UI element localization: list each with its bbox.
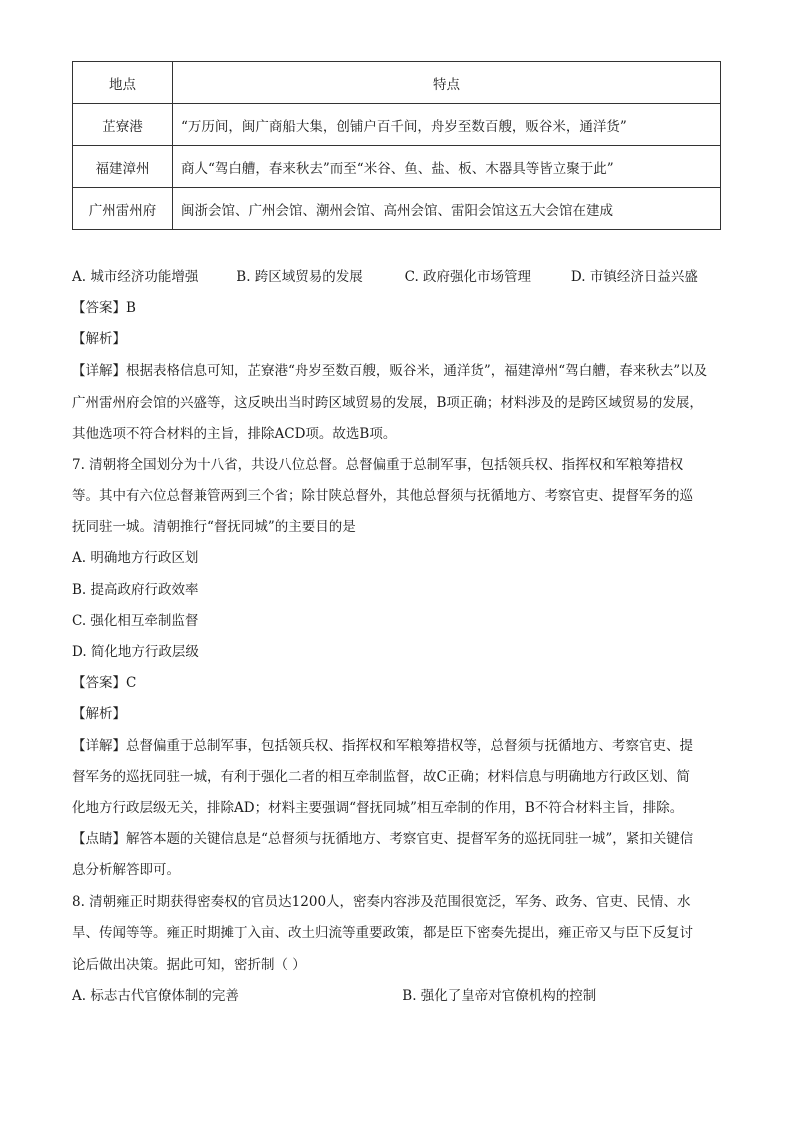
table-row — [73, 188, 721, 230]
table-header-row — [73, 62, 721, 104]
header-place: 地点 — [73, 62, 173, 104]
q7-tip-line: 【点睛】解答本题的关键信息是“总督须与抚循地方、考察官吏、提督军务的巡抚同驻一城”，紧扣关键信 — [72, 831, 694, 847]
q6-detail-line: 【详解】根据表格信息可知，芷寮港“舟岁至数百艘，贩谷米，通洋货”，福建漳州“驾白艚，春来秋去”以及 — [72, 363, 708, 379]
q6-answer: 【答案】B — [72, 300, 136, 316]
q7-stem-line: 7. 清朝将全国划分为十八省，共设八位总督。总督偏重于总制军事，包括领兵权、指挥权和军粮筹措权 — [72, 457, 684, 473]
q8-stem-line: 旱、传闻等等。雍正时期摊丁入亩、改土归流等重要政策，都是臣下密奏先提出，雍正帝又与臣下反复讨 — [72, 925, 693, 941]
info-table — [72, 61, 721, 230]
q8-stem-line: 8. 清朝雍正时期获得密奏权的官员达1200人，密奏内容涉及范围很宽泛，军务、政务、官吏、民情、水 — [72, 894, 691, 910]
q6-analysis-label: 【解析】 — [72, 331, 126, 347]
q6-detail-line: 其他选项不符合材料的主旨，排除ACD项。故选B项。 — [72, 426, 397, 442]
q6-option-a: A. 城市经济功能增强 — [72, 269, 199, 285]
cell-feature: 商人“驾白艚，春来秋去”而至“米谷、鱼、盐、板、木器具等皆立聚于此” — [173, 146, 721, 188]
q6-option-c: C. 政府强化市场管理 — [404, 269, 532, 285]
q7-option-c: C. 强化相互牵制监督 — [72, 613, 199, 629]
cell-place: 福建漳州 — [73, 146, 173, 188]
q7-analysis-label: 【解析】 — [72, 706, 126, 722]
q8-options — [72, 986, 596, 1006]
q7-answer: 【答案】C — [72, 675, 137, 691]
cell-feature: “万历间，闽广商船大集，创铺户百千间，舟岁至数百艘，贩谷米，通洋货” — [173, 104, 721, 146]
q6-option-b: B. 跨区域贸易的发展 — [236, 269, 363, 285]
q7-option-d: D. 简化地方行政层级 — [72, 644, 199, 660]
q6-detail-line: 广州雷州府会馆的兴盛等，这反映出当时跨区域贸易的发展，B项正确；材料涉及的是跨区域贸易的发展， — [72, 395, 703, 411]
q8-stem-line: 论后做出决策。据此可知，密折制（ ） — [72, 957, 306, 973]
q7-option-b: B. 提高政府行政效率 — [72, 582, 199, 598]
q7-detail-line: 督军务的巡抚同驻一城，有利于强化二者的相互牵制监督，故C正确；材料信息与明确地方行政区划、简 — [72, 769, 690, 785]
q6-option-d: D. 市镇经济日益兴盛 — [570, 269, 698, 285]
q6-options — [72, 267, 698, 287]
q7-tip-line: 息分析解答即可。 — [72, 862, 180, 878]
q7-detail-line: 【详解】总督偏重于总制军事，包括领兵权、指挥权和军粮筹措权等，总督须与抚循地方、考察官吏、提 — [72, 738, 693, 754]
cell-place: 广州雷州府 — [73, 188, 173, 230]
cell-feature: 闽浙会馆、广州会馆、潮州会馆、高州会馆、雷阳会馆这五大会馆在建成 — [173, 188, 721, 230]
table-row — [73, 146, 721, 188]
q7-stem-line: 抚同驻一城。清朝推行“督抚同城”的主要目的是 — [72, 519, 356, 535]
table-row — [73, 104, 721, 146]
q8-option-b: B. 强化了皇帝对官僚机构的控制 — [402, 988, 597, 1004]
q7-detail-line: 化地方行政层级无关，排除AD；材料主要强调“督抚同城”相互牵制的作用，B不符合材料主旨，排除。 — [72, 800, 684, 816]
q7-stem-line: 等。其中有六位总督兼管两到三个省；除甘陕总督外，其他总督须与抚循地方、考察官吏、提督军务的巡 — [72, 488, 693, 504]
q8-option-a: A. 标志古代官僚体制的完善 — [72, 988, 239, 1004]
cell-place: 芷寮港 — [73, 104, 173, 146]
q7-option-a: A. 明确地方行政区划 — [72, 550, 199, 566]
header-feature: 特点 — [173, 62, 721, 104]
